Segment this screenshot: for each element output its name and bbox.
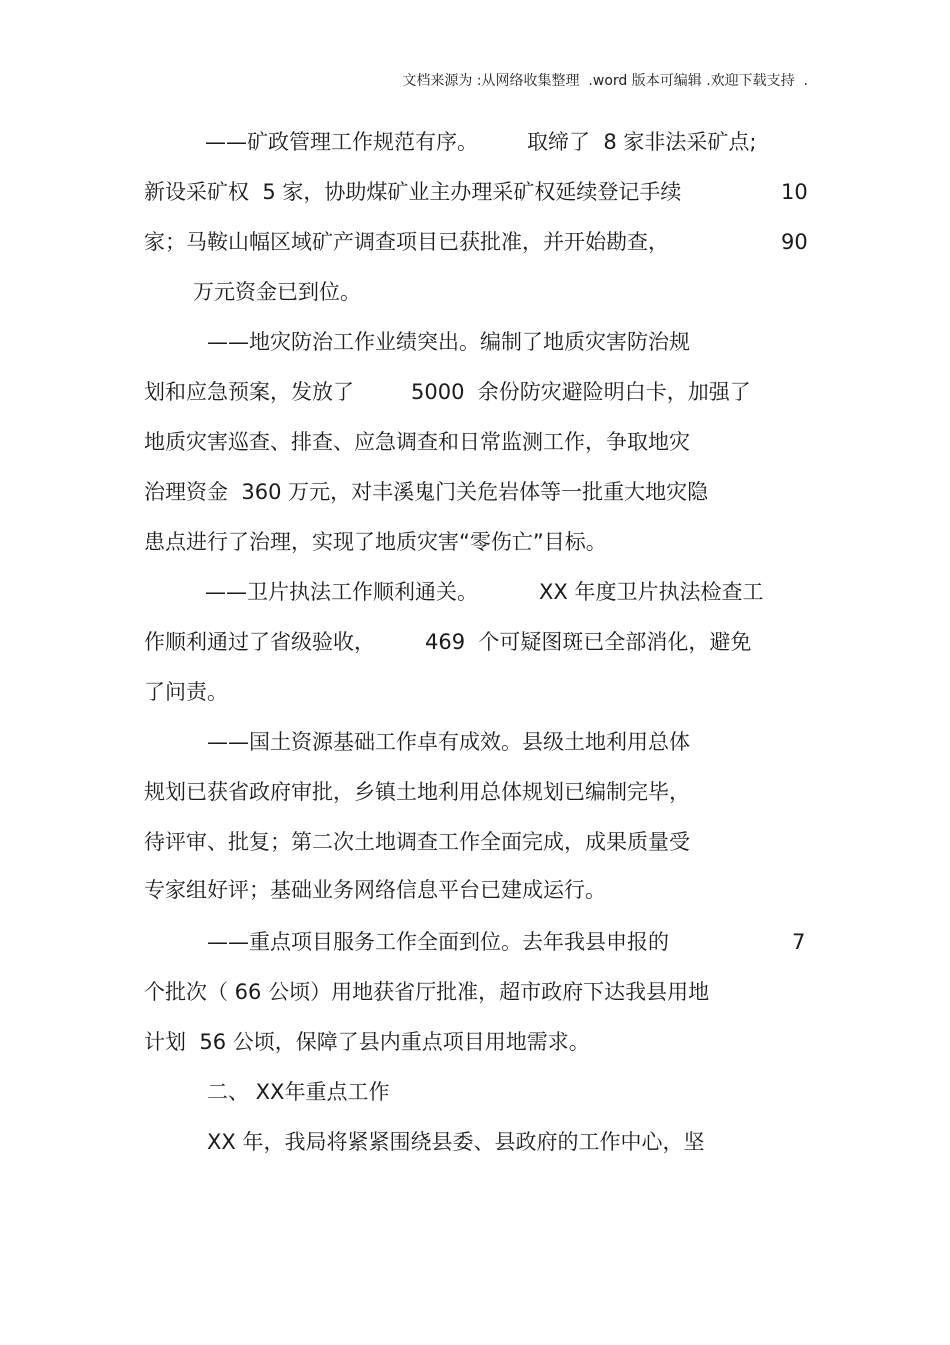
text-segment: ——矿政管理工作规范有序。 [205,130,478,154]
text-segment: XX 年度卫片执法检查工 [539,580,764,604]
text-line [0,925,950,959]
text-segment: 计划 56 公顷，保障了县内重点项目用地需求。 [144,1030,590,1054]
text-line [0,325,950,359]
text-segment: 划和应急预案，发放了 [144,380,354,404]
text-segment: 7 [792,930,806,954]
text-segment: 新设采矿权 5 家，协助煤矿业主办理采矿权延续登记手续 [144,180,682,204]
text-segment: 待评审、批复；第二次土地调查工作全面完成，成果质量受 [144,830,690,854]
text-line [0,1125,950,1159]
page-header: 文档来源为 :从网络收集整理 .word 版本可编辑 .欢迎下载支持 . [402,73,808,89]
text-segment: ——重点项目服务工作全面到位。去年我县申报的 [207,930,669,954]
text-segment: 个批次（ 66 公顷）用地获省厅批准，超市政府下达我县用地 [144,980,710,1004]
text-segment: ——国土资源基础工作卓有成效。县级土地利用总体 [207,730,690,754]
text-line [0,825,950,859]
text-line [0,175,950,209]
text-segment: 了问责。 [144,680,228,704]
text-segment: 10 [781,180,808,204]
text-line [0,225,950,259]
text-segment: 5000 余份防灾避险明白卡，加强了 [411,380,751,404]
text-segment: ——地灾防治工作业绩突出。编制了地质灾害防治规 [207,330,690,354]
text-line [0,725,950,759]
text-line [0,525,950,559]
text-line [0,675,950,709]
text-segment: 患点进行了治理，实现了地质灾害“零伤亡”目标。 [144,530,607,554]
text-segment: ——卫片执法工作顺利通关。 [205,580,478,604]
text-segment: XX 年，我局将紧紧围绕县委、县政府的工作中心，坚 [207,1130,705,1154]
text-line [0,475,950,509]
text-segment: 家；马鞍山幅区域矿产调查项目已获批准，并开始勘查， [144,230,669,254]
text-line [0,975,950,1009]
text-line [0,275,950,309]
text-segment: 二、 XX年重点工作 [207,1080,390,1104]
text-segment: 地质灾害巡查、排查、应急调查和日常监测工作，争取地灾 [144,430,690,454]
text-segment: 治理资金 360 万元，对丰溪鬼门关危岩体等一批重大地灾隐 [144,480,709,504]
text-segment: 作顺利通过了省级验收， [144,630,375,654]
text-line [0,1075,950,1109]
text-line [0,375,950,409]
text-line [0,425,950,459]
text-segment: 专家组好评；基础业务网络信息平台已建成运行。 [144,878,606,902]
text-segment: 469 个可疑图斑已全部消化，避免 [425,630,752,654]
text-line [0,873,950,907]
text-segment: 万元资金已到位。 [193,280,361,304]
text-segment: 规划已获省政府审批，乡镇土地利用总体规划已编制完毕， [144,780,690,804]
text-line [0,775,950,809]
text-line [0,575,950,609]
text-line [0,625,950,659]
text-line [0,1025,950,1059]
text-segment: 90 [781,230,808,254]
text-segment: 取缔了 8 家非法采矿点; [527,130,757,154]
text-line [0,125,950,159]
